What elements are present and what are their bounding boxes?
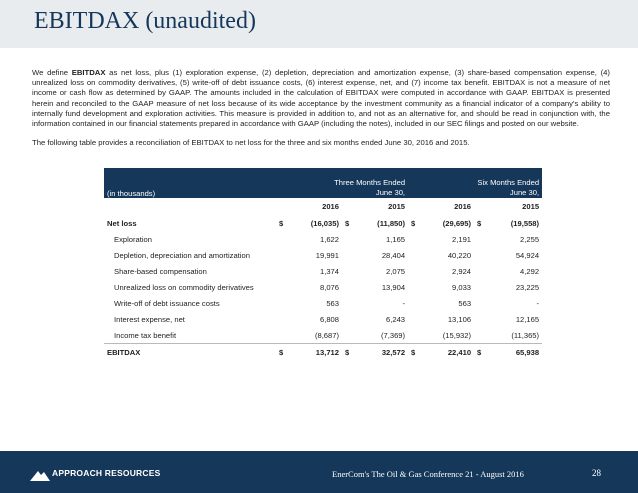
row-value: 1,165 xyxy=(386,234,406,244)
year-header: 2015 xyxy=(522,202,540,211)
row-value: 28,404 xyxy=(381,250,406,260)
title-bar xyxy=(0,0,638,48)
page-number: 28 xyxy=(592,468,601,478)
conference-label: EnerCom's The Oil & Gas Conference 21 - August 2016 xyxy=(332,469,524,479)
row-value: 65,938 xyxy=(488,344,542,361)
row-value: (11,365) xyxy=(511,330,540,340)
table-row-dda xyxy=(104,247,542,263)
row-label: Exploration xyxy=(114,234,152,244)
row-label: Unrealized loss on commodity derivatives xyxy=(114,282,254,292)
row-label: Income tax benefit xyxy=(114,330,177,340)
currency-symbol: $ xyxy=(342,344,356,361)
currency-symbol: $ xyxy=(474,344,488,361)
row-label: Depletion, depreciation and amortization xyxy=(114,250,250,260)
page-title: EBITDAX (unaudited) xyxy=(34,8,256,34)
row-value: 12,165 xyxy=(515,314,540,324)
table-row-write-off xyxy=(104,295,542,311)
row-label: Interest expense, net xyxy=(114,314,185,324)
row-value: (8,687) xyxy=(314,330,339,340)
row-label: Share-based compensation xyxy=(114,266,207,276)
six-months-header: Six Months Ended June 30, xyxy=(408,168,542,198)
row-value: 13,106 xyxy=(447,314,472,324)
approach-logo-icon xyxy=(30,469,50,481)
three-months-header: Three Months Ended June 30, xyxy=(276,168,408,198)
row-value: 40,220 xyxy=(447,250,472,260)
row-value: 19,991 xyxy=(315,250,339,260)
row-value: 32,572 xyxy=(356,344,408,361)
year-header: 2016 xyxy=(322,202,339,211)
row-value: 6,243 xyxy=(386,314,406,324)
year-header-row xyxy=(104,198,542,215)
definition-body: as net loss, plus (1) exploration expense, (2) depletion, depreciation and amortization expense, (3) share-based compensation expense, (4) unrealized loss on commodity derivatives, (5) write-off of debt issuance costs, (6) interest expense, net, and (7) income tax benefit. EBITDAX is not a measure of net income or cash flow as determined by GAAP. The amounts included in the calculation of EBITDAX were computed in accordance with GAAP. EBITDAX is presented herein and reconciled to the GAAP measure of net loss because of its wide acceptance by the investment community as a financial indicator of a company's ability to internally fund development and exploration activities. This measure is provided in addition to, and not as an alternative for, and should be read in conjunction with, the information contained in our financial statements prepared in accordance with GAAP (including the notes), included in our SEC filings and posted on our website. xyxy=(32,68,610,129)
table-row-income-tax xyxy=(104,327,542,344)
row-value: 2,924 xyxy=(452,266,472,276)
company-name: APPROACH RESOURCES xyxy=(52,468,161,478)
row-value: 2,255 xyxy=(520,234,540,244)
table-row-exploration xyxy=(104,231,542,247)
row-value: 13,712 xyxy=(290,344,342,361)
row-value: 54,924 xyxy=(515,250,540,260)
row-value: (29,695) xyxy=(442,218,472,228)
currency-symbol: $ xyxy=(279,218,284,228)
row-value: 23,225 xyxy=(515,282,540,292)
row-value: (7,369) xyxy=(380,330,406,340)
year-header: 2016 xyxy=(454,202,472,211)
row-value: 2,191 xyxy=(452,234,472,244)
year-header: 2015 xyxy=(388,202,406,211)
row-value: 2,075 xyxy=(386,266,406,276)
row-value: (15,932) xyxy=(442,330,472,340)
table-row-unrealized-loss xyxy=(104,279,542,295)
row-label: Net loss xyxy=(107,218,137,228)
reconciliation-lead: The following table provides a reconciliation of EBITDAX to net loss for the three and six months ended June 30, 2016 and 2015. xyxy=(32,138,470,148)
table-row-interest xyxy=(104,311,542,327)
currency-symbol: $ xyxy=(477,218,482,228)
row-value: (16,035) xyxy=(310,218,339,228)
row-label: Write-off of debt issuance costs xyxy=(114,298,220,308)
currency-symbol: $ xyxy=(345,218,350,228)
row-value: (19,558) xyxy=(510,218,540,228)
table-row-ebitdax-total xyxy=(104,344,542,361)
row-value: 6,808 xyxy=(319,314,339,324)
row-value: 1,622 xyxy=(319,234,339,244)
row-value: 8,076 xyxy=(319,282,339,292)
table-header xyxy=(104,168,542,198)
currency-symbol: $ xyxy=(411,218,416,228)
row-value: 9,033 xyxy=(452,282,472,292)
ebitdax-term: EBITDAX xyxy=(71,68,106,77)
row-value: 4,292 xyxy=(520,266,540,276)
row-value: (11,850) xyxy=(377,218,406,228)
intro-text xyxy=(32,68,610,148)
row-value: - xyxy=(402,298,406,308)
table-row-share-based xyxy=(104,263,542,279)
reconciliation-table xyxy=(104,168,542,360)
units-label: (in thousands) xyxy=(104,168,276,198)
row-value: 13,904 xyxy=(381,282,406,292)
row-value: 563 xyxy=(326,298,339,308)
row-value: 1,374 xyxy=(319,266,339,276)
row-value: - xyxy=(536,298,540,308)
footer-bar xyxy=(0,451,638,493)
row-value: 563 xyxy=(458,298,472,308)
currency-symbol: $ xyxy=(408,344,422,361)
definition-paragraph xyxy=(32,68,610,129)
currency-symbol: $ xyxy=(276,344,290,361)
table-row-net-loss xyxy=(104,215,542,231)
row-label: EBITDAX xyxy=(104,344,276,361)
row-value: 22,410 xyxy=(422,344,474,361)
definition-lead: We define xyxy=(32,68,72,77)
